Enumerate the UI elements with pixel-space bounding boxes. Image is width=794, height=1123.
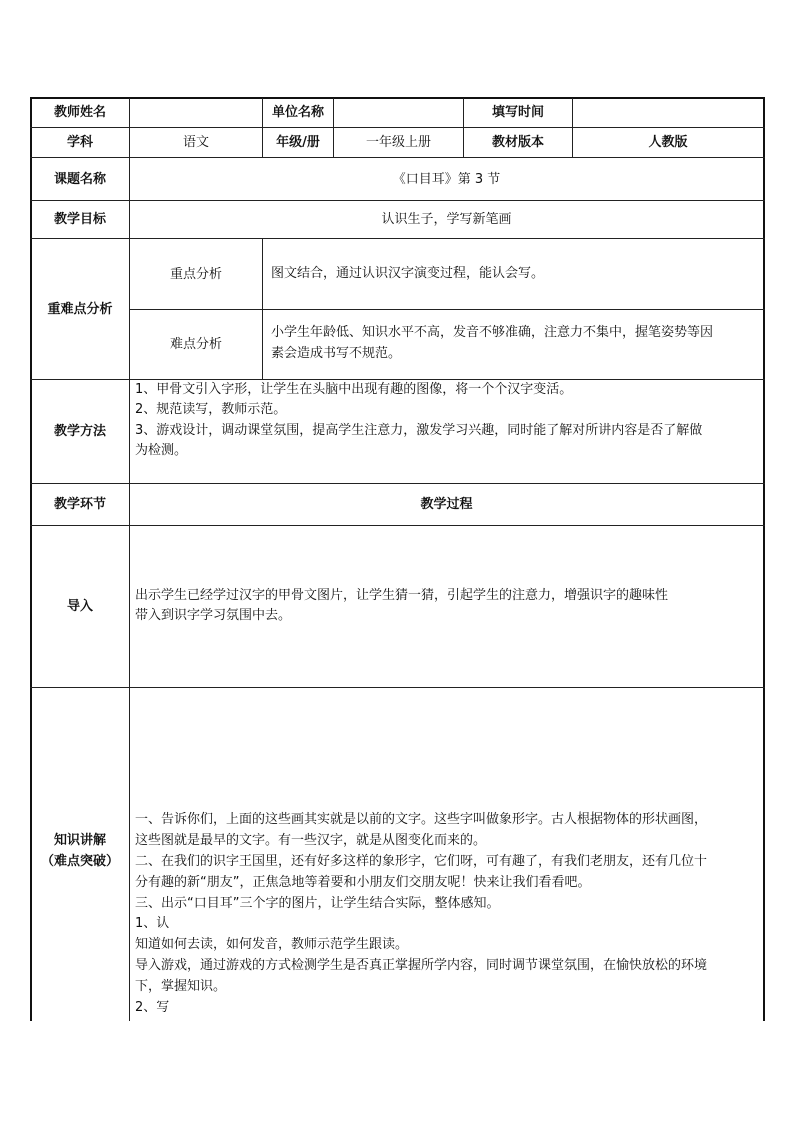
subject-label: 学科 <box>66 135 93 150</box>
grade-value: 一年级上册 <box>365 135 431 150</box>
table-right-border <box>763 97 765 1021</box>
knowledge-line: 导入游戏，通过游戏的方式检测学生是否真正掌握所学内容，同时调节课堂氛围，在愉快放松的环境 <box>135 958 708 973</box>
knowledge-line: 三、出示“口目耳”三个字的图片，让学生结合实际，整体感知。 <box>135 896 500 911</box>
knowledge-line: 下，掌握知识。 <box>135 979 227 994</box>
teaching-method-label: 教学方法 <box>53 424 106 439</box>
knowledge-line: 1、认 <box>135 916 170 931</box>
knowledge-line: 2、写 <box>135 1000 170 1015</box>
fill-time-label: 填写时间 <box>491 105 544 120</box>
teacher-name-label: 教师姓名 <box>53 105 106 120</box>
knowledge-label: 知识讲解 <box>53 832 106 848</box>
lesson-title-value: 《口目耳》第 3 节 <box>392 171 501 187</box>
unit-name-value[interactable] <box>334 98 463 127</box>
edition-label: 教材版本 <box>491 135 544 150</box>
intro-label: 导入 <box>66 599 93 614</box>
intro-line: 出示学生已经学过汉字的甲骨文图片，让学生猜一猜，引起学生的注意力，增强识字的趣味性 <box>135 588 669 603</box>
teaching-process-heading: 教学过程 <box>420 497 473 512</box>
key-point-label: 重点分析 <box>169 266 222 282</box>
col-divider <box>262 238 263 379</box>
method-line: 3、游戏设计，调动课堂氛围，提高学生注意力，激发学习兴趣，同时能了解对所讲内容是否了解做 <box>135 423 703 438</box>
method-line: 2、规范读写，教师示范。 <box>135 402 287 417</box>
fill-time-value[interactable] <box>573 98 763 127</box>
teaching-goal-label: 教学目标 <box>53 212 106 227</box>
key-point-value: 图文结合，通过认识汉字演变过程，能认会写。 <box>271 266 545 281</box>
lesson-title-label: 课题名称 <box>53 171 106 187</box>
row-divider <box>30 525 765 526</box>
edition-value: 人教版 <box>648 135 688 150</box>
teaching-stage-label: 教学环节 <box>53 497 106 512</box>
hard-point-line: 素会造成书写不规范。 <box>271 346 402 361</box>
teacher-name-value[interactable] <box>130 98 262 127</box>
subject-value: 语文 <box>182 135 209 150</box>
knowledge-line: 知道如何去读，如何发音，教师示范学生跟读。 <box>135 937 409 952</box>
hard-point-label: 难点分析 <box>169 337 222 352</box>
knowledge-line: 一、告诉你们，上面的这些画其实就是以前的文字。这些字叫做象形字。古人根据物体的形状画图， <box>135 812 708 827</box>
knowledge-line: 分有趣的新“朋友”，正焦急地等着要和小朋友们交朋友呢！快来让我们看看吧。 <box>135 875 591 890</box>
method-line: 1、甲骨文引入字形，让学生在头脑中出现有趣的图像，将一个个汉字变活。 <box>135 382 573 397</box>
knowledge-sublabel: （难点突破） <box>40 853 119 869</box>
intro-line: 带入到识字学习氛围中去。 <box>135 608 292 623</box>
unit-name-label: 单位名称 <box>271 105 324 120</box>
grade-label: 年级/册 <box>276 135 320 150</box>
hard-point-line: 小学生年龄低、知识水平不高，发音不够准确，注意力不集中，握笔姿势等因 <box>271 325 714 340</box>
difficulty-analysis-label: 重难点分析 <box>47 301 113 317</box>
teaching-goal-value: 认识生子，学写新笔画 <box>381 212 512 227</box>
row-divider <box>30 687 765 688</box>
knowledge-line: 这些图就是最早的文字。有一些汉字，就是从图变化而来的。 <box>135 833 487 848</box>
method-line: 为检测。 <box>135 443 188 458</box>
knowledge-line: 二、在我们的识字王国里，还有好多这样的象形字，它们呀，可有趣了，有我们老朋友，还有几位十 <box>135 854 708 869</box>
